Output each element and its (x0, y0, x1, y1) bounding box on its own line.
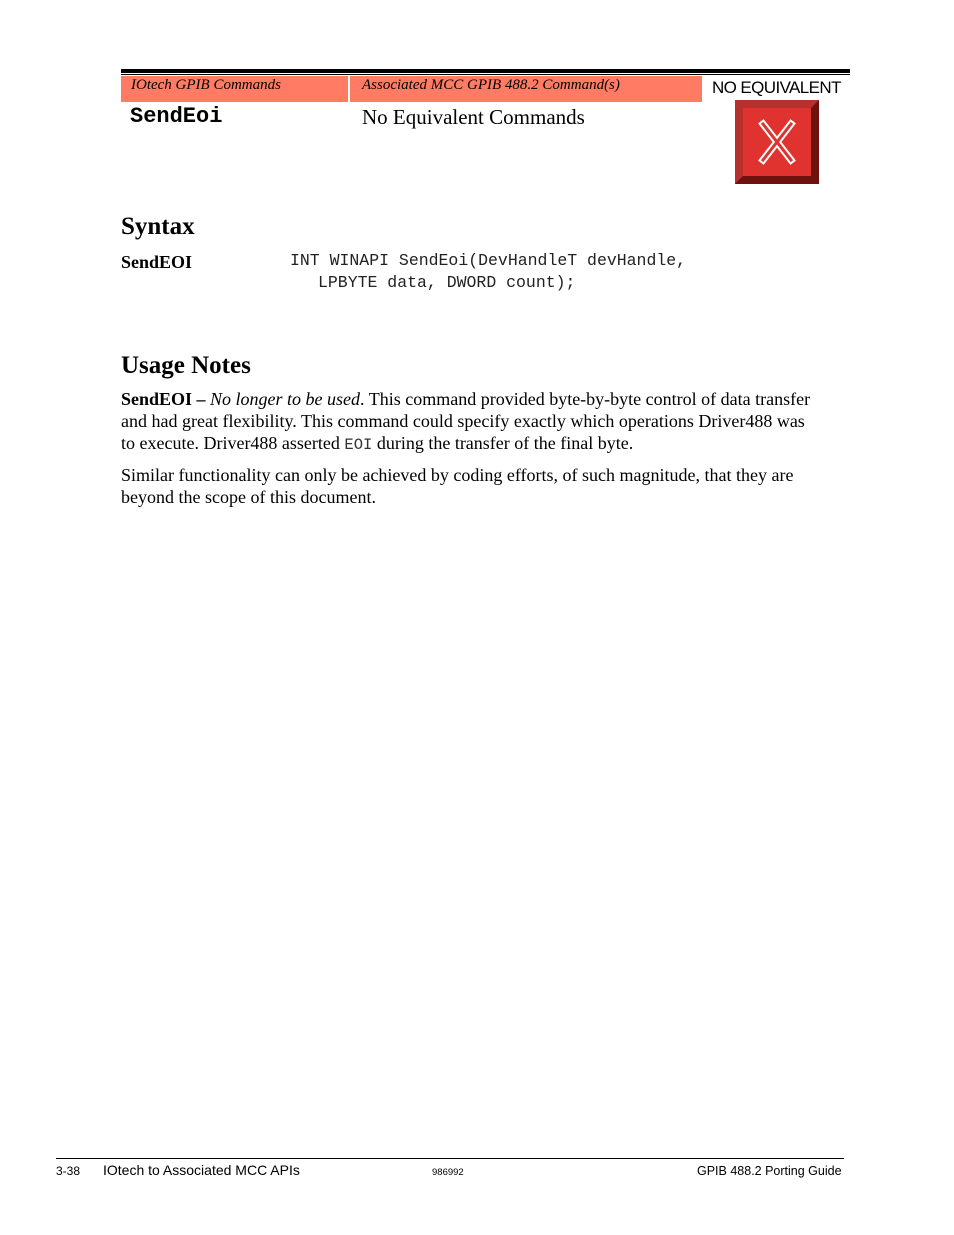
usage-text-a: . This command provided byte-by-byte control of data transfer and had great flexibility. This command could specify exactly which operations Driver488 was to execute. Driver488 asserted (121, 389, 811, 453)
footer-title: IOtech to Associated MCC APIs (103, 1162, 300, 1178)
usage-paragraph-1 (121, 388, 811, 456)
command-name: SendEoi (130, 104, 223, 129)
usage-inline-code: EOI (344, 436, 373, 454)
syntax-heading: Syntax (121, 213, 195, 240)
footer-document-number: 986992 (432, 1167, 464, 1178)
usage-command-name: SendEOI (121, 389, 193, 409)
syntax-code-line-2: LPBYTE data, DWORD count); (318, 273, 576, 292)
header-column-iotech (121, 76, 348, 102)
header-column-mcc (350, 76, 702, 102)
x-box-icon (735, 100, 819, 184)
header-column-iotech-label: IOtech GPIB Commands (131, 77, 281, 93)
no-equivalent-badge-label: NO EQUIVALENT (712, 78, 841, 97)
header-rule-thin (121, 74, 850, 75)
usage-paragraph-2: Similar functionality can only be achieved by coding efforts, of such magnitude, that they are beyond the scope of this document. (121, 465, 794, 507)
footer-rule (56, 1158, 844, 1159)
usage-notes-heading: Usage Notes (121, 352, 251, 379)
footer-guide-name: GPIB 488.2 Porting Guide (697, 1164, 842, 1178)
equivalent-commands: No Equivalent Commands (362, 105, 585, 129)
header-rule-thick (121, 69, 850, 73)
usage-text-b: during the transfer of the final byte. (372, 433, 634, 453)
usage-deprecated-note: No longer to be used (210, 389, 361, 409)
header-column-mcc-label: Associated MCC GPIB 488.2 Command(s) (362, 77, 620, 93)
usage-dash: – (192, 389, 211, 409)
footer-page-number: 3-38 (56, 1164, 81, 1178)
syntax-command-label: SendEOI (121, 252, 193, 272)
syntax-code-line-1: INT WINAPI SendEoi(DevHandleT devHandle, (290, 251, 687, 270)
